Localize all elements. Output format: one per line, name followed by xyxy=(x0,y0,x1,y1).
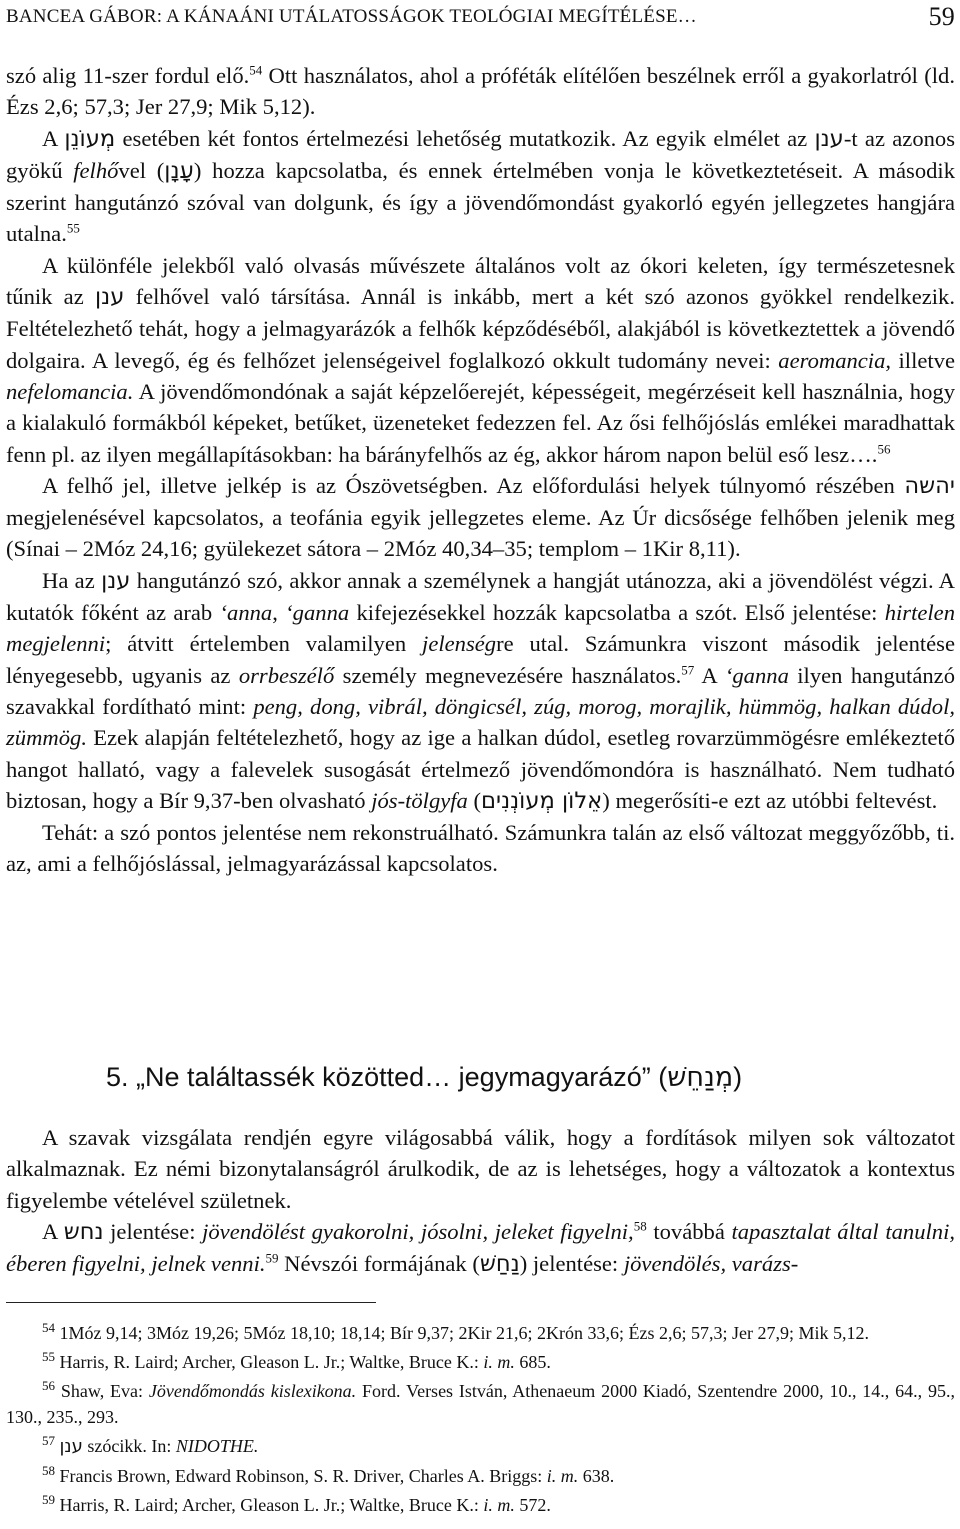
hebrew-word: מְנַחֵשׁ xyxy=(667,1062,734,1093)
footnote-ref-54[interactable]: 54 xyxy=(249,62,263,78)
footnote-ref-58[interactable]: 58 xyxy=(633,1218,647,1234)
footnote-ref-59[interactable]: 59 xyxy=(265,1250,279,1266)
footnote-55: $^{55}$ Harris, R. Laird; Archer, Gleason L. Jr.; Waltke, Bruce K.: i. m. 685. xyxy=(42,1349,551,1372)
hebrew-word: ענן xyxy=(814,125,844,152)
footnote-57: $^{57}$ ענן szócikk. In: NIDOTHE. xyxy=(42,1433,259,1457)
paragraph-8: A נחש jelentése: jövendölést gyakorolni, jósolni, jeleket figyelni,$^{58}$ továbbá tapasztalat által tanulni, éberen figyelni, jelnek venni.$^{59}$ Névszói formájának (נַחַשׁ) jelentése: jövendölés, varázs- xyxy=(6,1218,956,1278)
running-title: BANCEA GÁBOR: A KÁNAÁNI UTÁLATOSSÁGOK TEOLÓGIAI MEGÍTÉLÉSE… xyxy=(6,6,697,27)
section-text xyxy=(6,1122,955,1280)
hebrew-word: יהשה xyxy=(904,472,955,499)
hebrew-word: אֵלוֹן מְעוֹנְנִים xyxy=(481,787,603,814)
hebrew-word: מְעוֹנֵן xyxy=(64,125,116,152)
paragraph-4: A felhő jel, illetve jelkép is az Ószövetségben. Az előfordulási helyek túlnyomó részében יהשה megjelenésével kapcsolatos, a teofánia egyik jellegzetes eleme. Az Úr dicsősége felhőben jelenik meg (Sínai – 2Móz 24,16; gyülekezet sátora – 2Móz 40,34–35; templom – 1Kir 8,11). xyxy=(6,472,955,562)
footnote-divider xyxy=(6,1302,376,1303)
section-heading: 5. „Ne találtassék közötted… jegymagyarázó” (מְנַחֵשׁ) xyxy=(106,1062,743,1093)
hebrew-word: עָנָן xyxy=(164,157,194,184)
footnote-54: $^{54}$ 1Móz 9,14; 3Móz 19,26; 5Móz 18,10; 18,14; Bír 9,37; 2Kir 21,6; 2Krón 33,6; Ézs 2,6; 57,3; Jer 27,9; Mik 5,12. xyxy=(42,1320,869,1343)
paragraph-6: Tehát: a szó pontos jelentése nem rekonstruálható. Számunkra talán az első változat meggyőzőbb, ti. az, ami a felhőjóslással, jelmagyarázással kapcsolatos. xyxy=(6,820,955,877)
footnotes xyxy=(6,1320,955,1521)
main-text xyxy=(6,60,955,880)
running-header xyxy=(6,2,955,32)
paragraph-1: szó alig 11-szer fordul elő.$^{54}$ Ott használatos, ahol a próféták elítélően beszélnek erről a gyakorlatról (ld. Ézs 2,6; 57,3; Jer 27,9; Mik 5,12). xyxy=(6,62,955,120)
footnote-56: $^{56}$ Shaw, Eva: Jövendőmondás kislexikona. Ford. Verses István, Athenaeum 2000 Kiadó, Szentendre 2000, 10., 14., 64., 95., 130., 235., 293. xyxy=(6,1378,956,1427)
paragraph-3: A különféle jelekből való olvasás művészete általános volt az ókori keleten, így természetesnek tűnik az ענן felhővel való társítása. Annál is inkább, mert a két szó azonos gyökkel rendelkezik. Feltételezhető tehát, hogy a jelmagyarázók a felhők képződéséből, alakjából is következtettek a jövendő dolgaira. A levegő, ég és felhőzet jelenségeivel foglalkozó okkult tudomány nevei: aeromancia, illetve nefelomancia. A jövendőmondónak a saját képzelőerejét, képességeit, megérzéseit kell használnia, hogy a kialakuló formákból képeket, betűket, üzeneteket fedezzen fel. Az ősi felhőjóslás emlékei maradhattak fenn pl. az ilyen megállapításokban: ha bárányfelhős az ég, akkor három napon belül eső lesz….$^{56}$ xyxy=(6,252,955,467)
paragraph-7: A szavak vizsgálata rendjén egyre világosabbá válik, hogy a fordítások milyen sok változatot alkalmaznak. Ez némi bizonytalanságról árulkodik, de az is lehetséges, hogy a változatok a kontextus figyelembe vételével születnek. xyxy=(6,1125,955,1213)
hebrew-word: נַחַשׁ xyxy=(479,1251,520,1278)
hebrew-word: ענן xyxy=(59,1436,83,1457)
footnote-58: $^{58}$ Francis Brown, Edward Robinson, S. R. Driver, Charles A. Briggs: i. m. 638. xyxy=(42,1463,615,1486)
hebrew-word: ענן xyxy=(101,567,131,594)
page-number: 59 xyxy=(928,2,955,31)
footnote-ref-57[interactable]: 57 xyxy=(681,662,695,678)
footnote-ref-55[interactable]: 55 xyxy=(66,220,80,236)
footnote-59: $^{59}$ Harris, R. Laird; Archer, Gleason L. Jr.; Waltke, Bruce K.: i. m. 572. xyxy=(42,1492,551,1515)
footnote-ref-56[interactable]: 56 xyxy=(877,441,891,457)
hebrew-word: נחש xyxy=(63,1218,104,1245)
paragraph-2: A מְעוֹנֵן esetében két fontos értelmezési lehetőség mutatkozik. Az egyik elmélet az ענן-t az azonos gyökű felhővel (עָנָן) hozza kapcsolatba, és ennek értelmében vonja le következtetéseit. A második szerint hangutánzó szóval van dolgunk, és így a jövendőmondást gyakorló egyén jellegzetes hangjára utalna.$^{55}$ xyxy=(6,125,955,247)
paragraph-5: Ha az ענן hangutánzó szó, akkor annak a személynek a hangját utánozza, aki a jövendölést végzi. A kutatók főként az arab ‘anna, ‘ganna kifejezésekkel hozzák kapcsolatba a szót. Első jelentése: hirtelen megjelenni; átvitt értelemben valamilyen jelenségre utal. Számunkra viszont második jelentése lényegesebb, ugyanis az orrbeszélő személy megnevezésére használatos.$^{57}$ A ‘ganna ilyen hangutánzó szavakkal fordítható mint: peng, dong, vibrál, döngicsél, zúg, morog, morajlik, hümmög, halkan dúdol, zümmög. Ezek alapján feltételezhető, hogy az ige a halkan dúdol, esetleg rovarzümmögésre emlékeztető hangot hallató, vagy a falevelek susogását értelmező jövendőmondóra is használható. Nem tudható biztosan, hogy a Bír 9,37-ben olvasható jós-tölgyfa (אֵלוֹן מְעוֹנְנִים) megerősíti-e ezt az utóbbi feltevést. xyxy=(6,567,956,814)
hebrew-word: ענן xyxy=(95,284,125,311)
